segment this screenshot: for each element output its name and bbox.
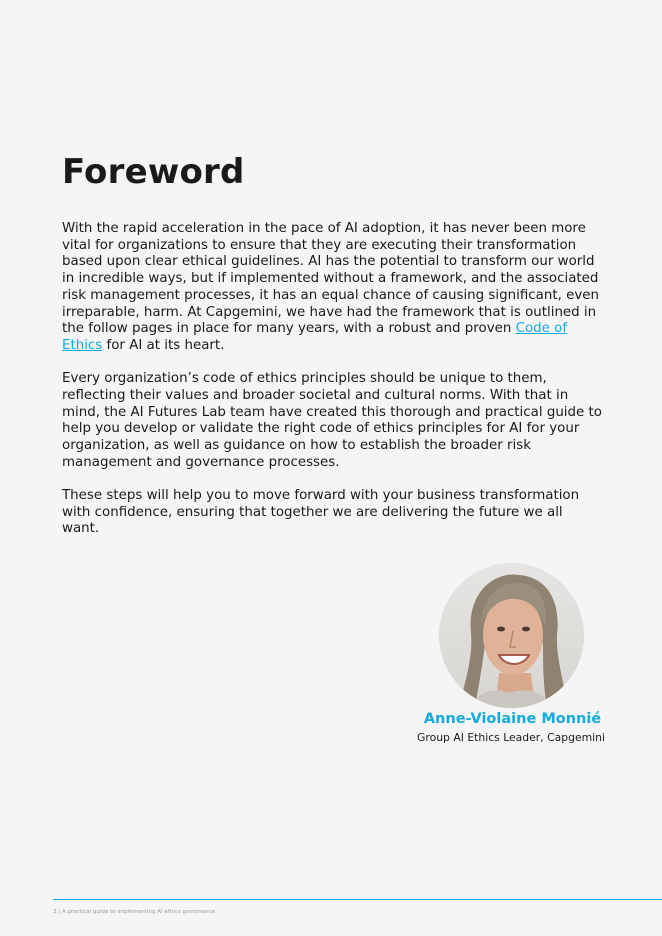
page-footer: 2 | A practical guide to implementing AI ethics governance [53,909,215,915]
portrait-illustration [439,563,584,708]
signer-portrait [439,563,584,708]
paragraph-1-end: for AI at its heart. [102,337,225,353]
paragraph-1 [62,221,602,355]
paragraph-1-text: With the rapid acceleration in the pace of AI adoption, it has never been more vital for organizations to ensure that they are executing their transformation based upon clear ethical guidelines. AI has the potential to transform our world in incredible ways, but if implemented without a framework, and the associated risk management processes, it has an equal chance of causing significant, even irreparable, harm. At Capgemini, we have had the framework that is outlined in the follow pages in place for many years, with a robust and proven [62,221,599,337]
signer-role: Group AI Ethics Leader, Capgemini [417,731,605,744]
paragraph-3: These steps will help you to move forward with your business transformation with confidence, ensuring that together we are delivering the future we all want. [62,487,580,537]
code-of-ethics-link[interactable]: Code of Ethics [62,321,568,353]
signer-name: Anne-Violaine Monnié [423,711,602,727]
footer-divider [53,899,662,900]
paragraph-2: Every organization’s code of ethics principles should be unique to them, reflecting their values and broader societal and cultural norms. With that in mind, the AI Futures Lab team have created this thorough and practical guide to help you develop or validate the right code of ethics principles for AI for your organization, as well as guidance on how to establish the broader risk management and governance processes. [62,371,602,470]
foreword-body [62,221,602,554]
page-title: Foreword [62,152,245,192]
